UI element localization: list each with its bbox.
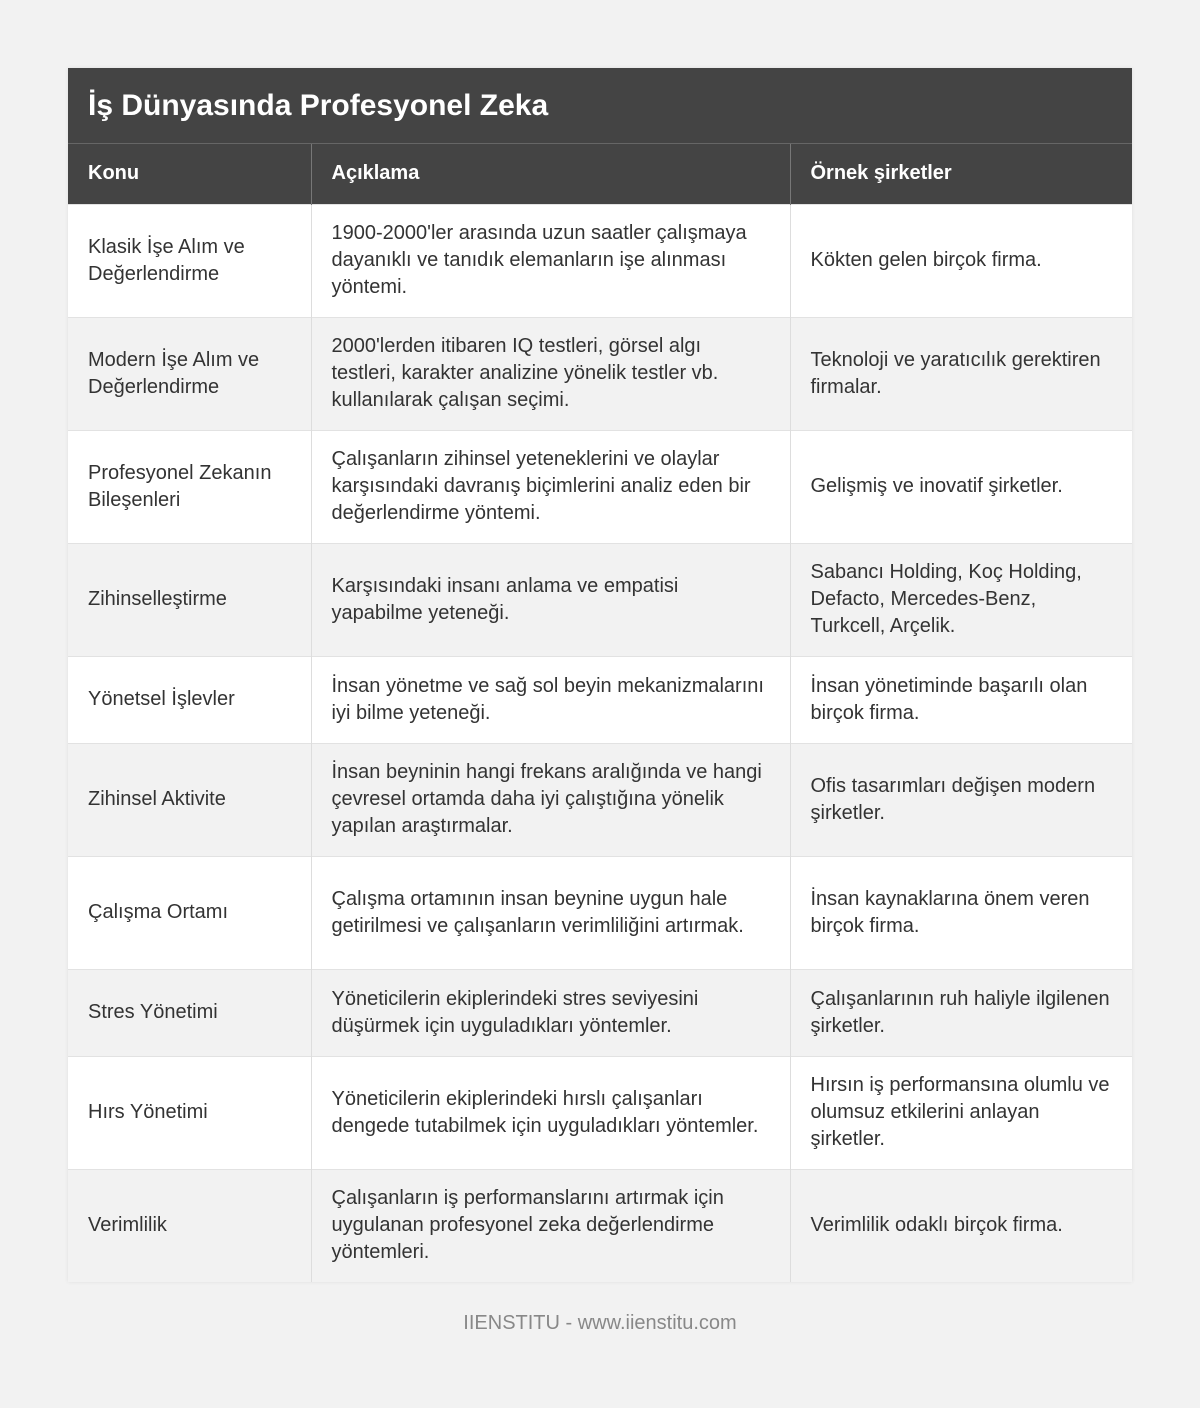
table-row (68, 430, 1132, 543)
table-card (68, 68, 1132, 1282)
cell-ornek: Sabancı Holding, Koç Holding, Defacto, Mercedes-Benz, Turkcell, Arçelik. (790, 543, 1132, 656)
table-row (68, 656, 1132, 743)
table-row (68, 543, 1132, 656)
table-title: İş Dünyasında Profesyonel Zeka (68, 68, 1132, 144)
table-row (68, 856, 1132, 969)
cell-konu: Zihinsel Aktivite (68, 743, 311, 856)
column-header-aciklama: Açıklama (311, 144, 790, 204)
table-row (68, 1169, 1132, 1282)
cell-ornek: Ofis tasarımları değişen modern şirketler. (790, 743, 1132, 856)
cell-ornek: Kökten gelen birçok firma. (790, 204, 1132, 317)
cell-ornek: Çalışanlarının ruh haliyle ilgilenen şirketler. (790, 969, 1132, 1056)
footer-credit: IIENSTITU - www.iienstitu.com (463, 1312, 737, 1334)
cell-aciklama: İnsan beyninin hangi frekans aralığında ve hangi çevresel ortamda daha iyi çalıştığına yönelik yapılan araştırmalar. (311, 743, 790, 856)
cell-konu: Yönetsel İşlevler (68, 656, 311, 743)
cell-aciklama: 1900-2000'ler arasında uzun saatler çalışmaya dayanıklı ve tanıdık elemanların işe alınması yöntemi. (311, 204, 790, 317)
cell-ornek: İnsan kaynaklarına önem veren birçok firma. (790, 856, 1132, 969)
cell-aciklama: Yöneticilerin ekiplerindeki stres seviyesini düşürmek için uyguladıkları yöntemler. (311, 969, 790, 1056)
cell-konu: Stres Yönetimi (68, 969, 311, 1056)
header-row (68, 144, 1132, 204)
table-row (68, 204, 1132, 317)
cell-konu: Verimlilik (68, 1169, 311, 1282)
cell-konu: Hırs Yönetimi (68, 1056, 311, 1169)
table-row (68, 317, 1132, 430)
cell-konu: Çalışma Ortamı (68, 856, 311, 969)
table-row (68, 1056, 1132, 1169)
cell-ornek: Gelişmiş ve inovatif şirketler. (790, 430, 1132, 543)
column-header-konu: Konu (68, 144, 311, 204)
cell-aciklama: İnsan yönetme ve sağ sol beyin mekanizmalarını iyi bilme yeteneği. (311, 656, 790, 743)
cell-aciklama: Çalışanların zihinsel yeteneklerini ve olaylar karşısındaki davranış biçimlerini analiz eden bir değerlendirme yöntemi. (311, 430, 790, 543)
cell-ornek: Hırsın iş performansına olumlu ve olumsuz etkilerini anlayan şirketler. (790, 1056, 1132, 1169)
cell-konu: Klasik İşe Alım ve Değerlendirme (68, 204, 311, 317)
column-header-ornek: Örnek şirketler (790, 144, 1132, 204)
cell-aciklama: Karşısındaki insanı anlama ve empatisi yapabilme yeteneği. (311, 543, 790, 656)
cell-aciklama: Çalışma ortamının insan beynine uygun hale getirilmesi ve çalışanların verimliliğini artırmak. (311, 856, 790, 969)
cell-aciklama: 2000'lerden itibaren IQ testleri, görsel algı testleri, karakter analizine yönelik testler vb. kullanılarak çalışan seçimi. (311, 317, 790, 430)
cell-ornek: İnsan yönetiminde başarılı olan birçok firma. (790, 656, 1132, 743)
cell-ornek: Teknoloji ve yaratıcılık gerektiren firmalar. (790, 317, 1132, 430)
cell-aciklama: Yöneticilerin ekiplerindeki hırslı çalışanları dengede tutabilmek için uyguladıkları yöntemler. (311, 1056, 790, 1169)
table-row (68, 969, 1132, 1056)
cell-konu: Modern İşe Alım ve Değerlendirme (68, 317, 311, 430)
table-row (68, 743, 1132, 856)
cell-konu: Zihinselleştirme (68, 543, 311, 656)
data-table (68, 144, 1132, 1282)
cell-aciklama: Çalışanların iş performanslarını artırmak için uygulanan profesyonel zeka değerlendirme yöntemleri. (311, 1169, 790, 1282)
cell-konu: Profesyonel Zekanın Bileşenleri (68, 430, 311, 543)
cell-ornek: Verimlilik odaklı birçok firma. (790, 1169, 1132, 1282)
